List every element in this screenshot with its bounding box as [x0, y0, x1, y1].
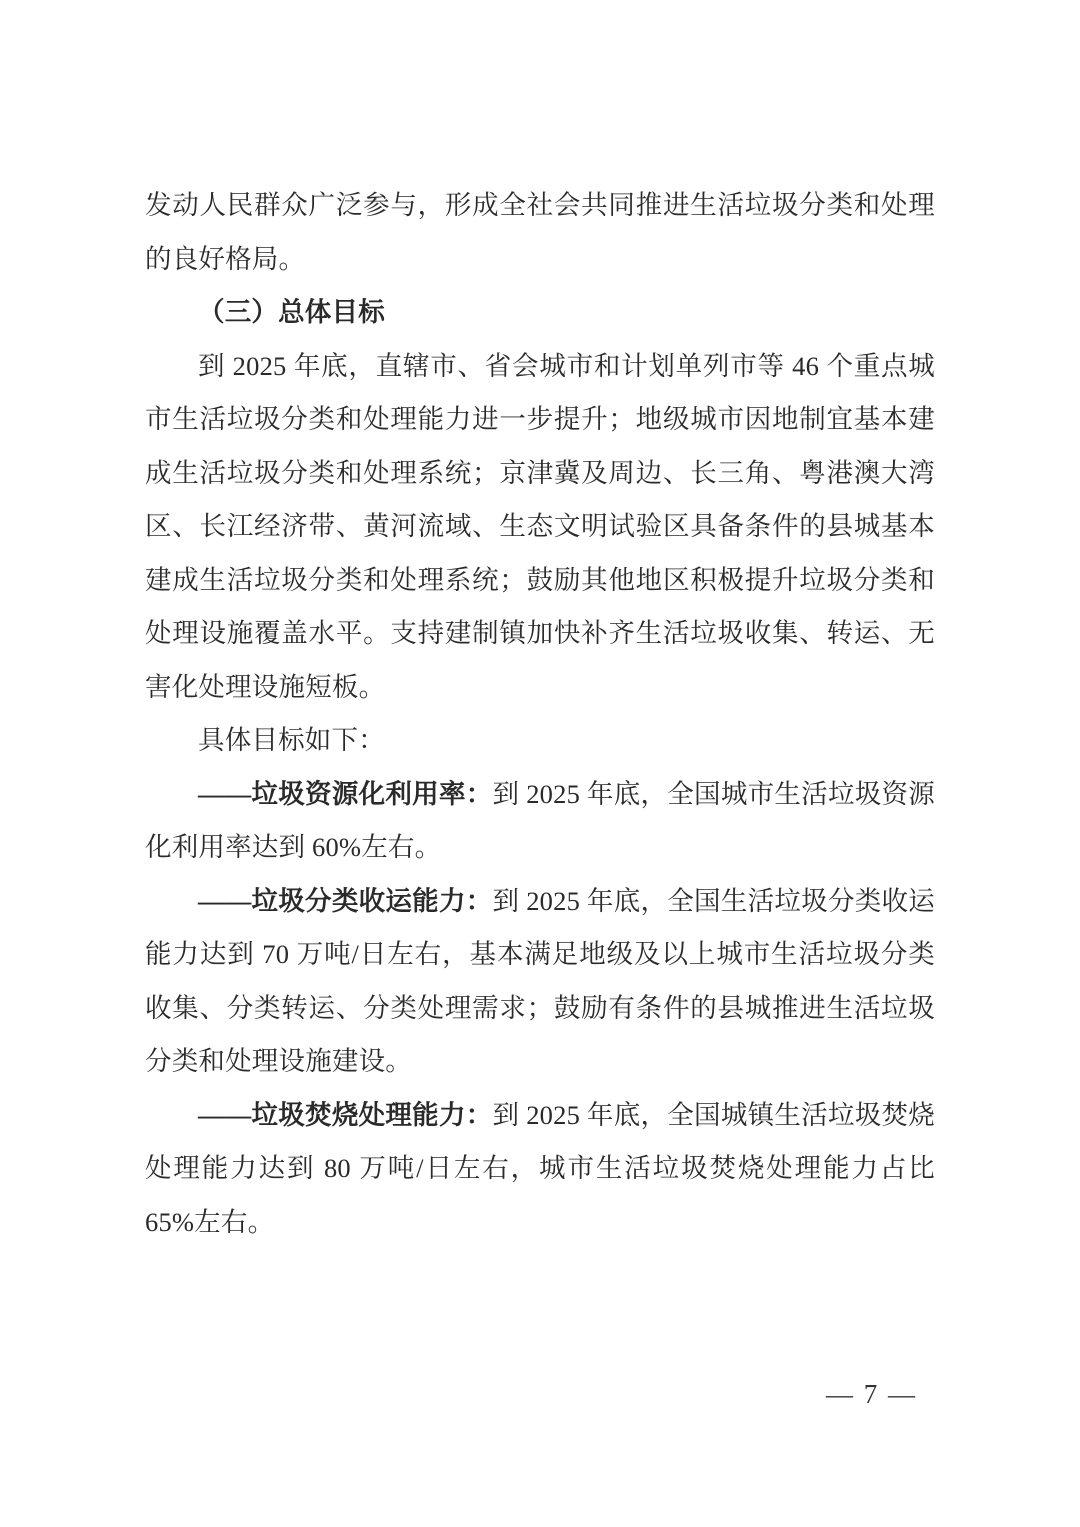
- paragraph-continuation: 发动人民群众广泛参与，形成全社会共同推进生活垃圾分类和处理的良好格局。: [145, 190, 935, 274]
- goal-collection-capacity-lead: ——垃圾分类收运能力：: [198, 885, 493, 916]
- goal-recycling-rate-text: 到 2025 年底，全国城市生活垃圾资源化利用率达到 60%左右。: [145, 778, 936, 862]
- document-body: [145, 179, 935, 1249]
- section-heading: （三）总体目标: [198, 297, 385, 327]
- goal-item-incineration-capacity: [145, 1089, 935, 1250]
- goal-recycling-rate-lead: ——垃圾资源化利用率：: [198, 778, 493, 809]
- goal-incineration-capacity-text: 到 2025 年底，全国城镇生活垃圾焚烧处理能力达到 80 万吨/日左右，城市生活垃圾焚烧处理能力占比 65%左右。: [145, 1099, 936, 1237]
- paragraph-goals-intro: 具体目标如下：: [198, 725, 385, 755]
- goal-item-recycling-rate: [145, 768, 935, 875]
- page-number: — 7 —: [826, 1379, 917, 1409]
- paragraph-overall-goal: 到 2025 年底，直辖市、省会城市和计划单列市等 46 个重点城市生活垃圾分类和处理能力进一步提升；地级城市因地制宜基本建成生活垃圾分类和处理系统；京津冀及周边、长三角、粤港澳大湾区、长江经济带、黄河流域、生态文明试验区具备条件的县城基本建成生活垃圾分类和处理系统；鼓励其他地区积极提升垃圾分类和处理设施覆盖水平。支持建制镇加快补齐生活垃圾收集、转运、无害化处理设施短板。: [145, 350, 935, 702]
- goal-item-collection-capacity: [145, 875, 935, 1089]
- goal-collection-capacity-text: 到 2025 年底，全国生活垃圾分类收运能力达到 70 万吨/日左右，基本满足地级及以上城市生活垃圾分类收集、分类转运、分类处理需求；鼓励有条件的县城推进生活垃圾分类和处理设施建设。: [145, 885, 936, 1076]
- goal-incineration-capacity-lead: ——垃圾焚烧处理能力：: [198, 1099, 493, 1130]
